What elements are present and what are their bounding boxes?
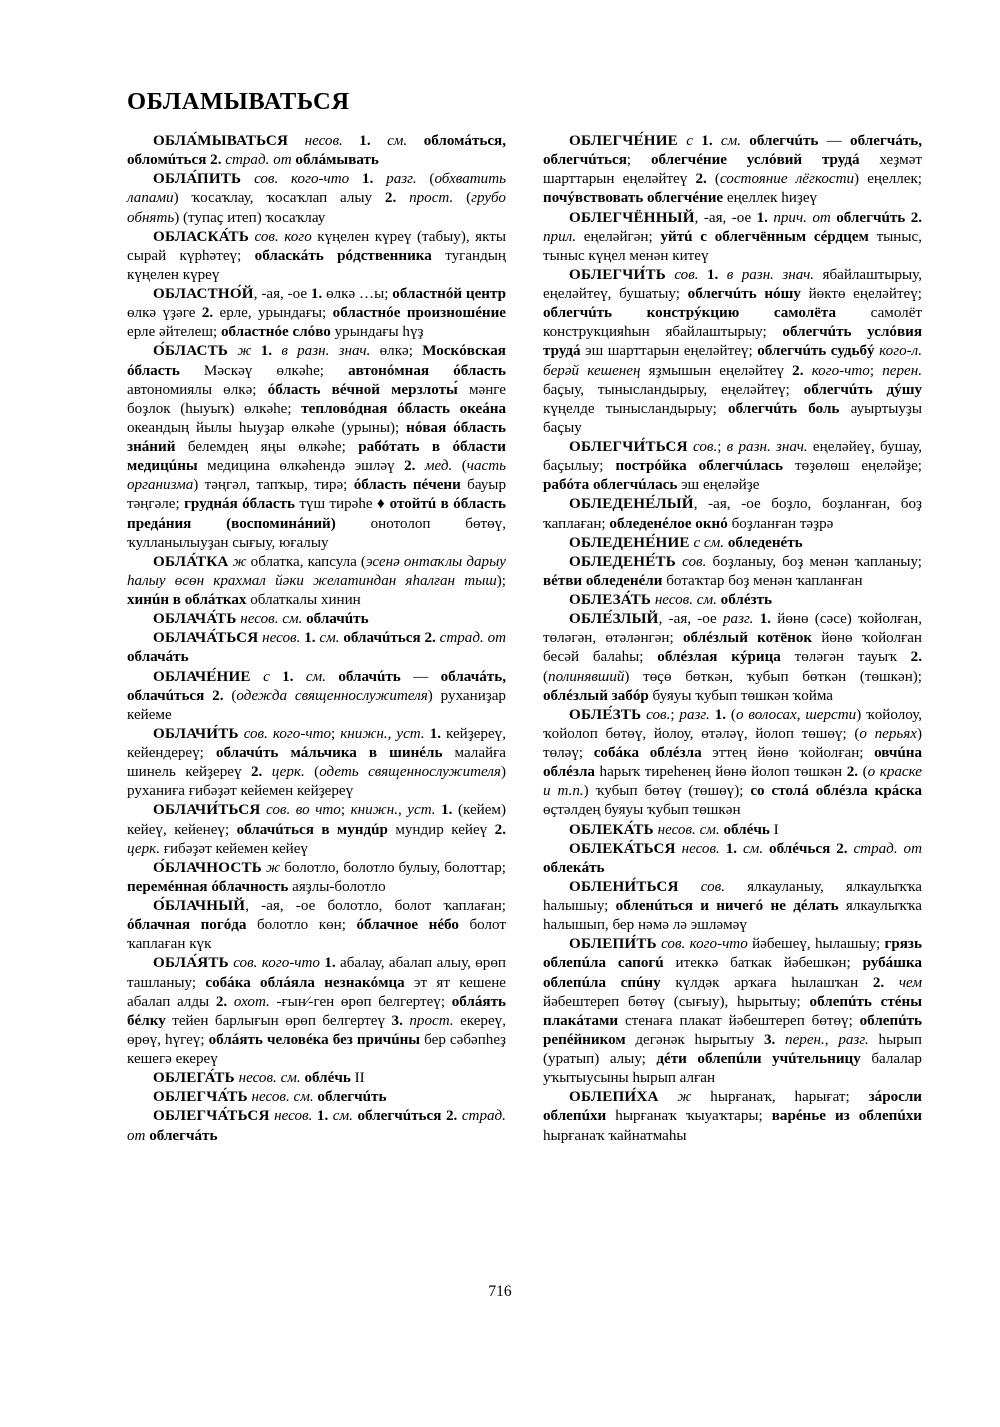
dictionary-entry: ОБЛЕГЧЕ́НИЕ с 1. см. облегчúть — облегчáть, облегчúться; облегчéние услóвий трудá хеҙмәт шарттарын еңеләйтеү 2. (состояние лёгкости) еңеллек; почýвствовать облегчéние еңеллек һиҙеү: [543, 133, 923, 207]
dictionary-entry: ОБЛЕКА́ТЬ несов. см. облéчь I: [569, 821, 779, 838]
dictionary-entry: ОБЛЕДЕНЕ́ЛЫЙ, -ая, -ое боҙло, боҙланған, боҙ ҡаплаған; обледенéлое окнó боҙланған тәҙрә: [543, 496, 922, 532]
column-left: [127, 132, 506, 1146]
two-column-text-body: [127, 132, 922, 1146]
dictionary-entry: ОБЛЕГЧИ́ТЬ сов. 1. в разн. знач. ябайлаштырыу, еңеләйтеү, бушатыу; облегчúть нóшу йөктө еңеләйтеү; облегчúть констрýкцию самолёта самолёт конструкцияһын ябайлаштырыу; облегчúть услóвия трудá эш шарттарын еңеләйтеү; облегчúть судьбý кого-л. берәй кешенең яҙмышын еңеләйтеү 2. кого-что; перен. баҫыу, тынысландырыу, еңеләйтеү; облегчúть дýшу күңелде тынысландырыу; облегчúть боль ауыртыуҙы баҫыу: [543, 266, 923, 436]
dictionary-entry: ОБЛАЧИ́ТЬСЯ сов. во что; книжн., уст. 1. (кейем) кейеү, кейенеү; облачúться в мундúр мундир кейеү 2. церк. ғибәҙәт кейемен кейеү: [127, 802, 507, 857]
dictionary-entry: ОБЛАСТНО́Й, -ая, -ое 1. өлкә …ы; областнóй центр өлкә үҙәге 2. ерле, урындағы; областнóе произношéние ерле әйтелеш; областнóе слóво урындағы һүҙ: [127, 286, 507, 341]
dictionary-entry: ОБЛЕПИ́ТЬ сов. кого-что йәбешеү, һылашыу; грязь облепúла сапогú итеккә баткак йәбешкән; рубáшка облепúла спúну күлдәк арҡаға һылашҡан 2. чем йәбештереп бөтөү (сығыу), һырытыу; облепúть стéны плакáтами стенаға плакат йәбештереп бөтөү; облепúть репéйником дегәнәк һырытыу 3. перен., разг. һырып (уратып) алыу; дéти облепúли учúтельницу балалар уҡытыусыны һырып алған: [543, 936, 922, 1087]
dictionary-entry: ОБЛЕГЧА́ТЬСЯ несов. 1. см. облегчúться 2. страд. от облегчáть: [127, 1108, 506, 1144]
dictionary-entry: ОБЛАЧЕ́НИЕ с 1. см. облачúть — облачáть, облачúться 2. (одежда священнослужителя) руханиҙар кейеме: [127, 668, 506, 723]
dictionary-entry: ОБЛЕДЕНЕ́НИЕ с см. обледенéть: [569, 534, 803, 551]
dictionary-entry: ОБЛА́МЫВАТЬСЯ несов. 1. см. обломáться, обломúться 2. страд. от облáмывать: [127, 133, 506, 169]
dictionary-entry: О́БЛАСТЬ ж 1. в разн. знач. өлкә; Москóвская óбласть Мәскәү өлкәһе; автонóмная óбласть автономиялы өлкә; óбласть вéчной мерзлоты́ мәнге боҙлок (һыуыҡ) өлкәһе; тепловóдная óбласть океáна океандың йылы һыуҙар өлкәһе (урыны); нóвая óбласть знáний белемдең яңы өлкәһе; рабóтать в óбласти медицúны медицина өлкәһендә эшләү 2. мед. (часть организма) тәңгәл, тапҡыр, тирә; óбласть пéчени бауыр тәңгәле; груднáя óбласть түш тирәһе ♦ отойтú в óбласть предáния (воспоминáний) онотолоп бөтөү, ҡулланылыуҙан сығыу, юғалыу: [127, 343, 506, 551]
dictionary-entry: ОБЛАЧА́ТЬСЯ несов. 1. см. облачúться 2. страд. от облачáть: [127, 630, 507, 666]
dictionary-entry: ОБЛА́ТКА ж облатка, капсула (эсенә онтаҡлы дарыу һалыу өсөн крахмал йәки желатиндан яһалған тыш); хинúн в облáтках облаткалы хинин: [127, 553, 506, 608]
dictionary-entry: ОБЛЕГЧИ́ТЬСЯ сов.; в разн. знач. еңеләйеү, бушау, баҫылыу; пострóйка облегчúлась төҙөлөш еңеләйҙе; рабóта облегчúлась эш еңеләйҙе: [543, 439, 923, 494]
dictionary-entry: ОБЛЕЗА́ТЬ несов. см. облéзть: [569, 592, 773, 608]
dictionary-entry: ОБЛА́ПИТЬ сов. кого-что 1. разг. (обхватить лапами) ҡосаҡлау, ҡосаҡлап алыу 2. прост. (грубо обнять) (тупаҫ итеп) ҡосаҡлау: [127, 171, 506, 226]
dictionary-entry: ОБЛЕ́ЗЛЫЙ, -ая, -ое разг. 1. йөнө (сәсе) ҡойолған, төләгән, өтәләнгән; облéзлый котёнок йөнө ҡойолған бесәй балаһы; облéзлая кýрица төләгән тауыҡ 2. (полинявший) төҫө бөткән, ҡубып бөткән (төшкән); облéзлый забóр буяуы ҡубып төшкән ҡойма: [543, 611, 922, 704]
dictionary-entry: ОБЛА́ЯТЬ сов. кого-что 1. абалау, абалап алыу, өрөп ташланыу; собáка облáяла незнакóмца эт ят кешене абалап алды 2. охот. -ғын⁄-ген өрөп белгертеү; облáять бéлку тейен барлығын өрөп белгертеү 3. прост. екереү, өрөү, һүгеү; облáять человéка без причúны бер сәбәпһеҙ кешегә екереү: [127, 955, 507, 1067]
dictionary-entry: ОБЛЕДЕНЕ́ТЬ сов. боҙланыу, боҙ менән ҡапланыу; вéтви обледенéли ботаҡтар боҙ менән ҡапланған: [543, 553, 922, 589]
column-right: [543, 132, 922, 1146]
dictionary-entry: ОБЛЕ́ЗТЬ сов.; разг. 1. (о волосах, шерсти) ҡойолоу, ҡойолоп бөтөү, йолоу, өтәләү, йолоп төшөү; (о перьях) төләү; собáка облéзла эттең йөнө ҡойолған; овчúна облéзла һарыҡ тиреһенең йөнө йолоп төшкән 2. (о краске и т.п.) ҡубып бөтөү (төшөү); со столá облéзла крáска өҫтәлдең буяуы ҡубып төшкән: [543, 706, 923, 819]
dictionary-entry: ОБЛЕГЧА́ТЬ несов. см. облегчúть: [153, 1089, 387, 1106]
running-head: ОБЛАМЫВАТЬСЯ: [127, 88, 350, 115]
dictionary-entry: ОБЛАЧА́ТЬ несов. см. облачúть: [153, 611, 369, 628]
dictionary-entry: ОБЛЕГА́ТЬ несов. см. облéчь II: [153, 1070, 365, 1087]
dictionary-entry: ОБЛЕНИ́ТЬСЯ сов. ялкауланыу, ялкаулыҡҡа һалышыу; обленúться и ничегó не дéлать ялкаулыҡҡа һалышып, бер нәмә лә эшләмәү: [543, 878, 922, 934]
page-number: 716: [488, 1283, 512, 1300]
dictionary-entry: ОБЛЕПИ́ХА ж һырғанаҡ, һарығат; зáросли облепúхи һырғанаҡ ҡыуаҡтары; варéнье из облепúхи һырғанаҡ ҡайнатмаһы: [543, 1089, 922, 1144]
dictionary-entry: О́БЛАЧНОСТЬ ж болотло, болотло булыу, болоттар; перемéнная óблачность аяҙлы-болотло: [127, 859, 506, 895]
dictionary-entry: ОБЛАСКА́ТЬ сов. кого күңелен күреү (табыу), якты сырай күрһәтеү; обласкáть рóдственника тугандың күңелен күреү: [127, 228, 507, 283]
dictionary-entry: ОБЛЕГЧЁННЫЙ, -ая, -ое 1. прич. от облегчúть 2. прил. еңеләйгән; уйтú с облегчённым сéрдцем тыныс, тыныс күңел менән китеү: [543, 209, 923, 264]
dictionary-entry: ОБЛЕКА́ТЬСЯ несов. 1. см. облéчься 2. страд. от облекáть: [543, 840, 922, 876]
dictionary-entry: О́БЛАЧНЫЙ, -ая, -ое болотло, болот ҡаплаған; óблачная погóда болотло көн; óблачное нéбо болот ҡаплаған күк: [127, 898, 506, 953]
dictionary-entry: ОБЛАЧИ́ТЬ сов. кого-что; книжн., уст. 1. кейҙереү, кейендереү; облачúть мáльчика в шинéль малайға шинель кейҙереү 2. церк. (одеть священнослужителя) руханиға ғибәҙәт кейемен кейҙереү: [127, 725, 506, 800]
